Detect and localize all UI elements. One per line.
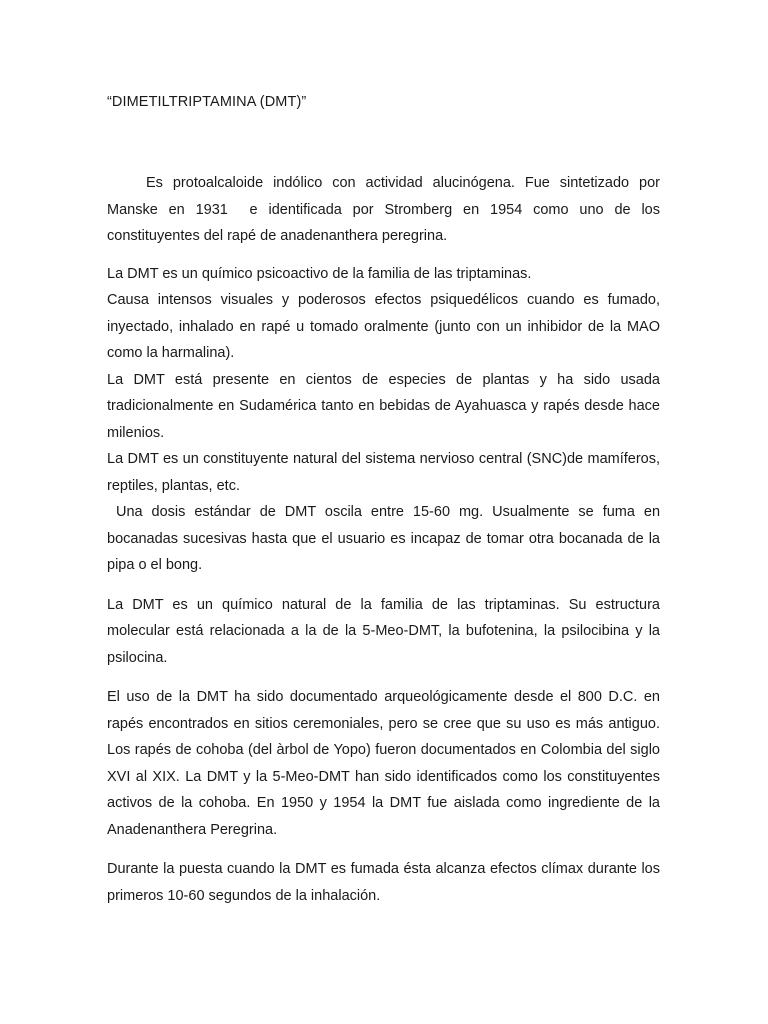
paragraph-structure: La DMT es un químico natural de la familia de las triptaminas. Su estructura molecular está relacionada a la de la 5-Meo-DMT, la bufotenina, la psilocibina y la psilocina. — [107, 596, 665, 666]
paragraph-intro: Es protoalcaloide indólico con actividad alucinógena. Fue sintetizado por Manske en 1931 e identificada por Stromberg en 1954 como uno de los constituyentes del rapé de anadenanthera peregrina. — [107, 175, 665, 244]
paragraph-onset: Durante la puesta cuando la DMT es fumada ésta alcanza efectos clímax durante los primeros 10-60 segundos de la inhalación. — [107, 861, 665, 904]
paragraph-effects: Causa intensos visuales y poderosos efectos psiquedélicos cuando es fumado, inyectado, inhalado en rapé u tomado oralmente (junto con un inhibidor de la MAO como la harmalina). — [107, 292, 665, 361]
paragraph-history: El uso de la DMT ha sido documentado arqueológicamente desde el 800 D.C. en rapés encontrados en sitios ceremoniales, pero se cree que su uso es más antiguo. Los rapés de cohoba (del àrbol de Yopo) fueron documentados en Colombia del siglo XVI al XIX. La DMT y la 5-Meo-DMT han sido identificados como los constituyentes activos de la cohoba. En 1950 y 1954 la DMT fue aislada como ingrediente de la Anadenanthera Peregrina. — [107, 689, 665, 838]
document-title: “DIMETILTRIPTAMINA (DMT)” — [107, 94, 307, 110]
paragraph-dosage: Una dosis estándar de DMT oscila entre 15-60 mg. Usualmente se fuma en bocanadas sucesivas hasta que el usuario es incapaz de tomar otra bocanada de la pipa o el bong. — [107, 504, 665, 573]
document-body — [107, 170, 665, 909]
paragraph-plants: La DMT está presente en cientos de especies de plantas y ha sido usada tradicionalmente en Sudamérica tanto en bebidas de Ayahuasca y rapés desde hace milenios. — [107, 371, 665, 441]
paragraph-psychoactive: La DMT es un químico psicoactivo de la familia de las triptaminas. — [107, 265, 532, 282]
paragraph-natural-constituent: La DMT es un constituyente natural del sistema nervioso central (SNC)de mamíferos, reptiles, plantas, etc. — [107, 451, 665, 494]
